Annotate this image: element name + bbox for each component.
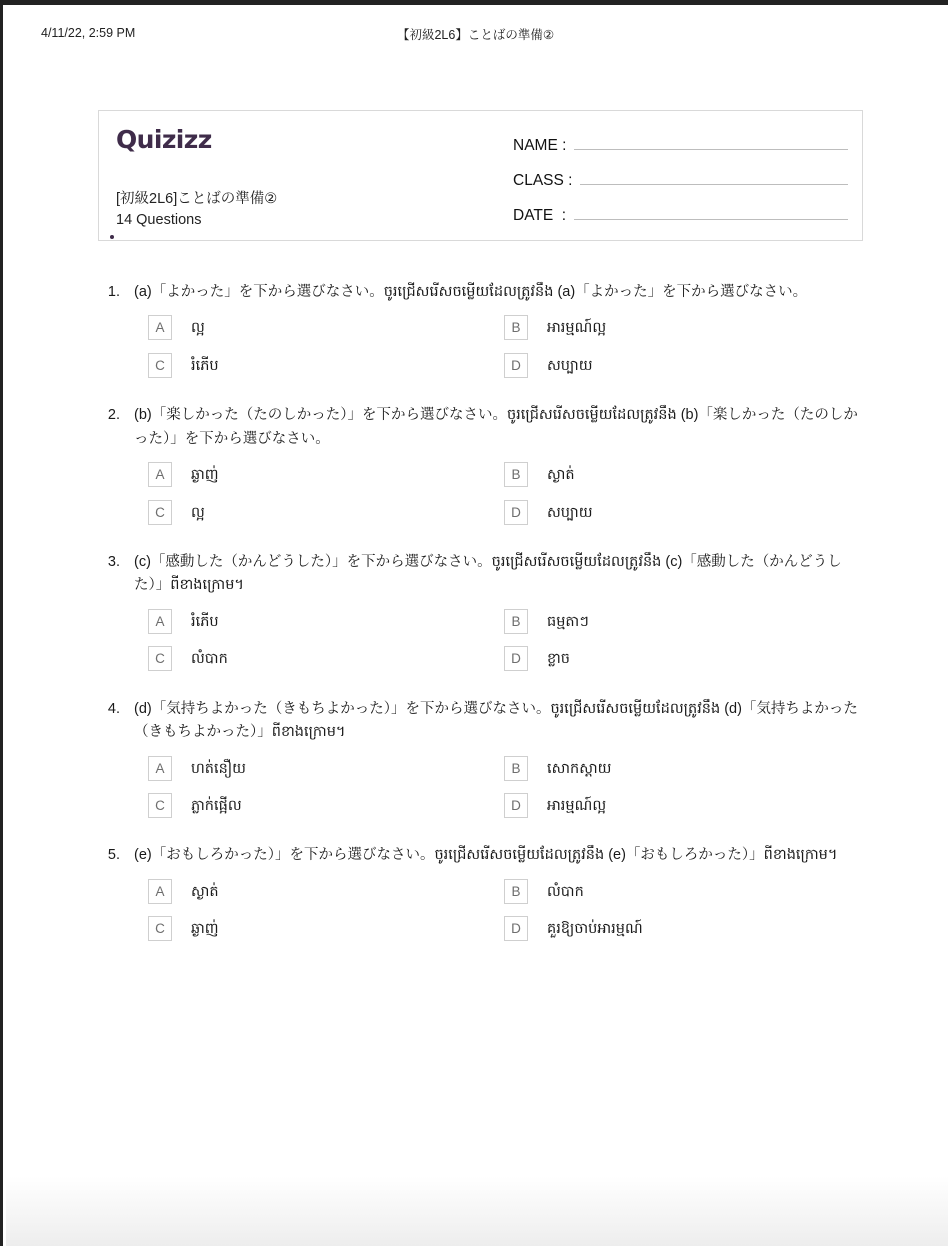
option-letter-d: D bbox=[504, 646, 528, 671]
option-text-a: ល្អ bbox=[191, 320, 205, 337]
option-d[interactable] bbox=[504, 793, 860, 819]
question-header bbox=[100, 281, 860, 304]
question-text: (a)「よかった」を下から選びなさい。ចូរជ្រើសរើសចម្លើយដែលត្រូវនឹង (a)「よかった」を下から選びなさい。 bbox=[134, 284, 808, 300]
option-letter-c: C bbox=[148, 353, 172, 378]
option-row bbox=[148, 646, 860, 672]
option-row bbox=[148, 353, 860, 379]
option-d[interactable] bbox=[504, 353, 860, 379]
option-d[interactable] bbox=[504, 500, 860, 526]
option-b[interactable] bbox=[504, 609, 860, 635]
print-document-title: 【初級2L6】ことばの準備② bbox=[396, 28, 555, 42]
option-b[interactable] bbox=[504, 879, 860, 905]
field-class-line[interactable] bbox=[580, 168, 848, 185]
question-item bbox=[100, 844, 860, 942]
option-a[interactable] bbox=[148, 609, 504, 635]
quizizz-logo-dot-icon bbox=[110, 235, 114, 239]
page-bottom-shadow bbox=[6, 1176, 948, 1246]
field-date-line[interactable] bbox=[574, 203, 848, 220]
question-text: (e)「おもしろかった）」を下から選びなさい。ចូរជ្រើសរើសចម្លើយដែលត្រូវនឹង (e)「おもしろかった）」ពីខាងក្រោម។ bbox=[134, 847, 838, 864]
option-letter-a: A bbox=[148, 462, 172, 487]
option-letter-b: B bbox=[504, 315, 528, 340]
option-text-a: ហត់នឿយ bbox=[191, 760, 246, 777]
question-number: 5. bbox=[107, 847, 120, 864]
option-text-c: ឆ្ងាញ់ bbox=[191, 921, 219, 938]
option-c[interactable] bbox=[148, 793, 504, 819]
option-row bbox=[148, 756, 860, 782]
option-text-a: រំភើប bbox=[191, 613, 219, 630]
option-text-c: រំភើប bbox=[191, 357, 219, 374]
option-text-b: លំបាក bbox=[547, 883, 584, 900]
question-number: 3. bbox=[107, 553, 120, 570]
question-header bbox=[100, 404, 860, 451]
option-letter-b: B bbox=[504, 609, 528, 634]
field-name-line[interactable] bbox=[574, 133, 848, 150]
option-c[interactable] bbox=[148, 500, 504, 526]
quiz-title: [初級2L6]ことばの準備② bbox=[116, 191, 278, 207]
field-date bbox=[513, 203, 848, 225]
question-text: (c)「感動した（かんどうした）」を下から選びなさい。ចូរជ្រើសរើសចម្លើយដែលត្រូវនឹង (c)「感動した（かんどうした）」ពីខាងក្រោម។ bbox=[134, 553, 842, 594]
option-text-d: គួរឱ្យចាប់អារម្មណ៍ bbox=[547, 921, 643, 938]
option-text-b: សោកស្តាយ bbox=[547, 760, 612, 777]
option-text-b: អារម្មណ៍ល្អ bbox=[547, 320, 607, 337]
quiz-title-card bbox=[98, 110, 863, 241]
student-info-fields bbox=[499, 111, 862, 240]
option-c[interactable] bbox=[148, 353, 504, 379]
spacer bbox=[100, 390, 860, 404]
option-letter-c: C bbox=[148, 646, 172, 671]
option-row bbox=[148, 315, 860, 341]
question-options bbox=[148, 756, 860, 820]
spacer bbox=[100, 684, 860, 698]
option-text-d: សប្បាយ bbox=[547, 357, 593, 374]
option-letter-b: B bbox=[504, 462, 528, 487]
question-item bbox=[100, 281, 860, 379]
option-letter-a: A bbox=[148, 609, 172, 634]
quiz-meta bbox=[116, 189, 499, 231]
option-row bbox=[148, 500, 860, 526]
option-letter-c: C bbox=[148, 500, 172, 525]
quizizz-logo-text: Quizizz bbox=[116, 125, 212, 154]
option-a[interactable] bbox=[148, 462, 504, 488]
printed-page bbox=[3, 5, 948, 1246]
option-letter-d: D bbox=[504, 353, 528, 378]
field-date-label: DATE : bbox=[513, 207, 567, 224]
field-class-label: CLASS : bbox=[513, 172, 573, 189]
question-text: (b)「楽しかった（たのしかった）」を下から選びなさい。ចូរជ្រើសរើសចម្លើយដែលត្រូវនឹង (b)「楽しかった（たのしかった）」を下から選びなさい。 bbox=[134, 407, 858, 447]
question-list bbox=[100, 281, 860, 943]
question-header bbox=[100, 844, 860, 867]
spacer bbox=[100, 537, 860, 551]
option-a[interactable] bbox=[148, 756, 504, 782]
option-letter-a: A bbox=[148, 756, 172, 781]
option-b[interactable] bbox=[504, 756, 860, 782]
field-name-label: NAME : bbox=[513, 137, 567, 154]
option-row bbox=[148, 462, 860, 488]
print-running-header bbox=[3, 5, 948, 55]
question-number: 2. bbox=[107, 407, 120, 424]
option-letter-c: C bbox=[148, 916, 172, 941]
option-text-d: សប្បាយ bbox=[547, 504, 593, 521]
question-item bbox=[100, 551, 860, 673]
option-text-c: លំបាក bbox=[191, 651, 228, 668]
question-text: (d)「気持ちよかった（きもちよかった）」を下から選びなさい。ចូរជ្រើសរើសចម្លើយដែលត្រូវនឹង (d)「気持ちよかった（きもちよかった）」ពីខាងក្រោម។ bbox=[134, 700, 858, 741]
option-row bbox=[148, 793, 860, 819]
option-c[interactable] bbox=[148, 646, 504, 672]
option-text-b: ធម្មតាៗ bbox=[547, 613, 589, 630]
option-text-c: ភ្លាក់ផ្អើល bbox=[191, 798, 242, 815]
option-text-a: ឆ្ងាញ់ bbox=[191, 467, 219, 484]
question-options bbox=[148, 879, 860, 943]
option-row bbox=[148, 916, 860, 942]
spacer bbox=[100, 830, 860, 844]
field-name bbox=[513, 133, 848, 155]
question-header bbox=[100, 698, 860, 745]
option-b[interactable] bbox=[504, 462, 860, 488]
option-letter-b: B bbox=[504, 879, 528, 904]
option-letter-d: D bbox=[504, 793, 528, 818]
option-letter-b: B bbox=[504, 756, 528, 781]
quiz-question-count: 14 Questions bbox=[116, 212, 202, 229]
quiz-title-card-left bbox=[99, 111, 499, 240]
question-header bbox=[100, 551, 860, 598]
option-letter-d: D bbox=[504, 500, 528, 525]
question-item bbox=[100, 698, 860, 820]
option-text-c: ល្អ bbox=[191, 504, 205, 521]
question-number: 1. bbox=[107, 284, 120, 300]
option-letter-a: A bbox=[148, 879, 172, 904]
option-a[interactable] bbox=[148, 315, 504, 341]
question-options bbox=[148, 315, 860, 379]
option-d[interactable] bbox=[504, 916, 860, 942]
option-row bbox=[148, 609, 860, 635]
option-text-a: ស្ងាត់ bbox=[191, 883, 219, 900]
option-letter-d: D bbox=[504, 916, 528, 941]
print-date: 4/11/22, 2:59 PM bbox=[41, 26, 136, 40]
option-b[interactable] bbox=[504, 315, 860, 341]
option-letter-c: C bbox=[148, 793, 172, 818]
question-item bbox=[100, 404, 860, 526]
option-letter-a: A bbox=[148, 315, 172, 340]
option-text-b: ស្ងាត់ bbox=[547, 467, 575, 484]
question-number: 4. bbox=[107, 700, 120, 717]
option-text-d: អារម្មណ៍ល្អ bbox=[547, 798, 607, 815]
option-d[interactable] bbox=[504, 646, 860, 672]
option-a[interactable] bbox=[148, 879, 504, 905]
option-text-d: ខ្លាច bbox=[547, 651, 571, 668]
quizizz-logo bbox=[116, 127, 212, 152]
option-row bbox=[148, 879, 860, 905]
question-options bbox=[148, 609, 860, 673]
question-options bbox=[148, 462, 860, 526]
option-c[interactable] bbox=[148, 916, 504, 942]
field-class bbox=[513, 168, 848, 190]
